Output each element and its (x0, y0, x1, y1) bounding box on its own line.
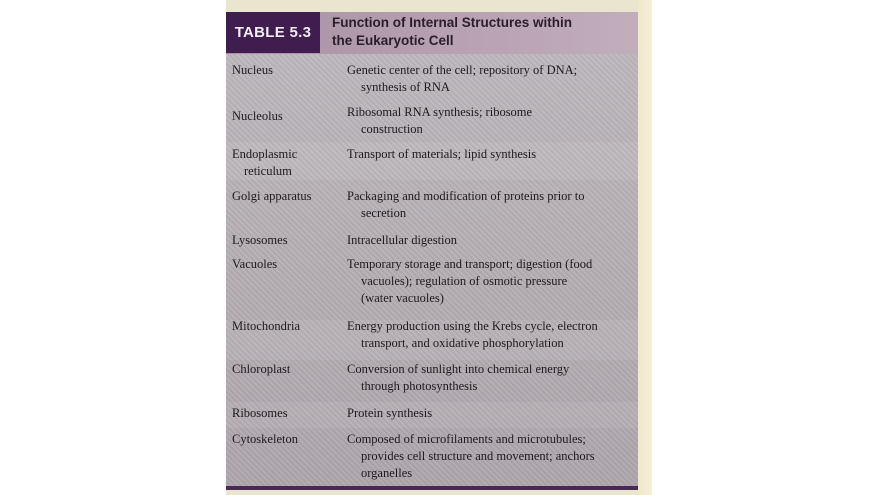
table-number-label: TABLE 5.3 (226, 12, 320, 53)
function-line: secretion (361, 206, 407, 220)
function-line: Transport of materials; lipid synthesis (347, 147, 537, 161)
structure-function (347, 431, 637, 482)
structure-name: Golgi apparatus (232, 189, 312, 203)
structure-function (347, 405, 637, 422)
structure-name: Vacuoles (232, 257, 278, 271)
structure-function (347, 361, 637, 395)
function-line: through photosynthesis (361, 379, 478, 393)
table-title-line-2: the Eukaryotic Cell (332, 33, 454, 48)
function-line: Energy production using the Krebs cycle, electron (347, 319, 598, 333)
structure-function (347, 318, 637, 352)
function-line: Ribosomal RNA synthesis; ribosome (347, 105, 533, 119)
table-title-line-1: Function of Internal Structures within (332, 15, 573, 30)
structure-function (347, 104, 637, 138)
structure-name: Chloroplast (232, 362, 291, 376)
structure-function (347, 146, 637, 163)
table-bottom-rule (226, 486, 638, 490)
cell-structures-table (226, 12, 638, 490)
structure-name: Mitochondria (232, 319, 301, 333)
function-line: Protein synthesis (347, 406, 433, 420)
structure-function (347, 232, 637, 249)
structure-name-line: Endoplasmic (232, 147, 298, 161)
function-line: vacuoles); regulation of osmotic pressure (361, 274, 568, 288)
function-line: transport, and oxidative phosphorylation (361, 336, 564, 350)
structure-name-line: reticulum (244, 164, 292, 178)
structure-name: Lysosomes (232, 233, 288, 247)
table-title (332, 14, 632, 50)
function-line: provides cell structure and movement; anchors (361, 449, 595, 463)
structure-name: Cytoskeleton (232, 432, 298, 446)
function-line: Intracellular digestion (347, 233, 458, 247)
structure-name (232, 146, 332, 180)
structure-function (347, 188, 637, 222)
page-margin (638, 0, 652, 495)
structure-function (347, 256, 637, 307)
function-line: construction (361, 122, 423, 136)
function-line: synthesis of RNA (361, 80, 450, 94)
structure-name: Nucleolus (232, 109, 283, 123)
structure-name: Nucleus (232, 63, 273, 77)
function-line: Temporary storage and transport; digestion (food (347, 257, 593, 271)
function-line: Packaging and modification of proteins prior to (347, 189, 585, 203)
structure-name: Ribosomes (232, 406, 288, 420)
table-title-band (226, 12, 638, 54)
function-line: organelles (361, 466, 413, 480)
function-line: Conversion of sunlight into chemical energy (347, 362, 570, 376)
table-body (226, 54, 638, 486)
structure-function (347, 62, 637, 96)
function-line: Genetic center of the cell; repository of DNA; (347, 63, 578, 77)
function-line: (water vacuoles) (361, 291, 444, 305)
function-line: Composed of microfilaments and microtubules; (347, 432, 586, 446)
